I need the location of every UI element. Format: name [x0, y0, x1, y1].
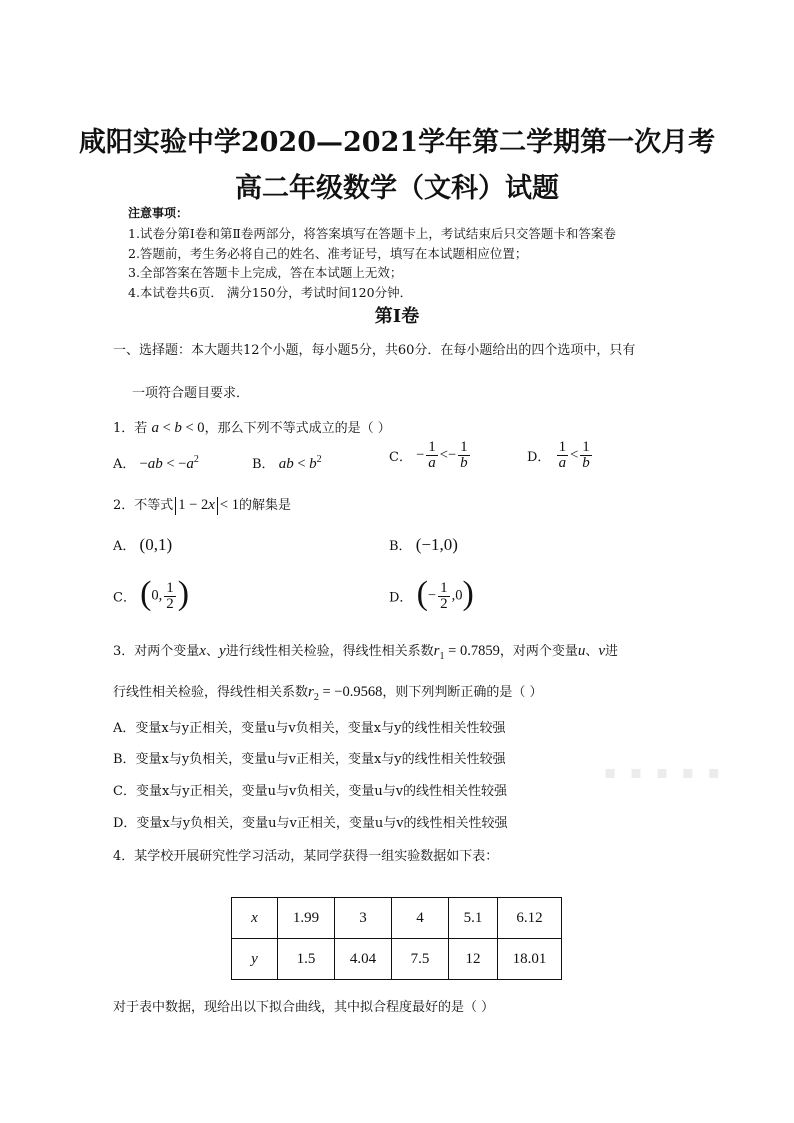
math-expression: $r_1 = 0.7859$ — [433, 643, 500, 662]
math-expression: ab < $b^2$ — [278, 454, 322, 472]
fraction: $\frac{1}{a}$ — [428, 439, 436, 471]
table-cell: 18.01 — [498, 939, 562, 980]
table-row — [232, 939, 562, 980]
q1-option-c: C． − $\frac{1}{a}$ <− $\frac{1}{b}$ — [389, 439, 468, 471]
stem-text: ，对两个变量 — [499, 644, 578, 659]
section-instructions: 一、选择题：本大题共12个小题，每小题5分，共60分．在每小题给出的四个选项中，只有 — [113, 343, 636, 358]
table-cell: 7.5 — [392, 939, 449, 980]
stem-text: ，那么下列不等式成立的是（ ） — [204, 421, 391, 436]
math-expression: 1 − 2x — [178, 497, 215, 513]
table-cell: x — [232, 898, 278, 939]
q3-option-d: D．变量x与y负相关，变量u与v正相关，变量u与v的线性相关性较强 — [113, 816, 508, 831]
notice-heading: 注意事项： — [128, 206, 189, 220]
stem-text: 若 — [134, 421, 148, 436]
notice-item: 2.答题前，考生务必将自己的姓名、准考证号，填写在本试题相应位置； — [128, 245, 528, 261]
fraction: $\frac{1}{b}$ — [582, 439, 590, 471]
table-cell: 4 — [392, 898, 449, 939]
math-expression: (−1,0) — [415, 535, 458, 554]
math-expression: (0,1) — [139, 535, 173, 554]
fraction: $\frac{1}{2}$ — [166, 579, 174, 612]
question-1-stem — [113, 417, 391, 437]
table-cell: 6.12 — [498, 898, 562, 939]
option-label: C． — [389, 450, 412, 465]
q3-option-c: C．变量x与y正相关，变量u与v负相关，变量u与v的线性相关性较强 — [113, 784, 508, 799]
stem-text: 行线性相关检验，得线性相关系数 — [113, 685, 309, 700]
table-cell: y — [232, 939, 278, 980]
notice-item: 3.全部答案在答题卡上完成，答在本试题上无效； — [128, 265, 403, 281]
watermark-mark: ▪ ▪ ▪ ▪ ▪ — [604, 762, 724, 783]
section-instructions-cont: 一项符合题目要求． — [132, 386, 250, 401]
q1-option-b — [252, 453, 322, 473]
fraction: $\frac{1}{a}$ — [558, 439, 567, 471]
question-4-followup: 对于表中数据，现给出以下拟合曲线，其中拟合程度最好的是（ ） — [113, 1000, 495, 1015]
option-label: C． — [113, 590, 136, 606]
notice-item: 4.本试卷共6页． 满分150分，考试时间120分钟． — [128, 285, 413, 301]
stem-text: ，则下列判断正确的是（ ） — [382, 685, 543, 700]
table-cell: 1.5 — [278, 939, 335, 980]
q1-option-d: D． $\frac{1}{a}$ < $\frac{1}{b}$ — [527, 439, 590, 471]
question-2-stem: 2．不等式 1 − 2x < 1的解集是 — [113, 497, 291, 513]
fraction: $\frac{1}{2}$ — [440, 579, 448, 612]
table-cell: 3 — [335, 898, 392, 939]
q3-option-b: B．变量x与y负相关，变量u与v正相关，变量x与y的线性相关性较强 — [113, 752, 506, 767]
q2-option-b — [389, 535, 458, 555]
stem-text: 某学校开展研究性学习活动，某同学获得一组实验数据如下表： — [134, 849, 499, 864]
table-cell: 4.04 — [335, 939, 392, 980]
q2-option-a — [113, 535, 172, 555]
question-3-stem-line2 — [113, 681, 542, 703]
option-label: A． — [113, 457, 136, 472]
table-row — [232, 898, 562, 939]
question-number: 1． — [113, 421, 135, 436]
math-expression: $r_2 = -0.9568$ — [308, 684, 383, 703]
question-number: 3． — [113, 644, 135, 659]
stem-text: 的解集是 — [238, 498, 291, 513]
q1-option-a — [113, 453, 199, 473]
q2-option-c: C． (0, $\frac{1}{2}$ ) — [113, 575, 190, 612]
q2-option-d: D． (− $\frac{1}{2}$ ,0) — [389, 575, 474, 612]
math-expression: a < b < 0 — [151, 420, 205, 436]
part-title: 第Ⅰ卷 — [374, 306, 420, 327]
stem-text: 进行线性相关检验，得线性相关系数 — [225, 644, 434, 659]
table-cell: 5.1 — [449, 898, 498, 939]
q3-option-a: A．变量x与y正相关，变量u与v负相关，变量x与y的线性相关性较强 — [113, 721, 506, 736]
notice-item: 1.试卷分第Ⅰ卷和第Ⅱ卷两部分，将答案填写在答题卡上，考试结束后只交答题卡和答案卷 — [128, 225, 616, 241]
question-number: 2． — [113, 498, 135, 513]
question-4-stem — [113, 845, 498, 864]
exam-subtitle: 高二年级数学（文科）试题 — [235, 173, 559, 204]
question-number: 4． — [113, 849, 135, 864]
option-label: A． — [113, 539, 136, 554]
stem-text: 进 — [605, 644, 619, 659]
table-cell: 12 — [449, 939, 498, 980]
fraction: $\frac{1}{b}$ — [460, 439, 468, 471]
question-3-stem-line1: 3．对两个变量x、y进行线性相关检验，得线性相关系数$r_1 = 0.7859$，对两个变量u、v进 — [113, 643, 619, 662]
stem-text: 不等式 — [134, 498, 174, 513]
math-expression: $-ab < -a^2$ — [139, 454, 199, 472]
table-cell: 1.99 — [278, 898, 335, 939]
option-label: D． — [389, 590, 413, 606]
option-label: B． — [389, 539, 412, 554]
option-label: D． — [527, 450, 551, 465]
exam-title: 咸阳实验中学2020—2021学年第二学期第一次月考 — [78, 127, 716, 158]
notice-block — [128, 204, 688, 303]
option-label: B． — [252, 457, 275, 472]
data-table — [231, 897, 562, 980]
stem-text: 对两个变量 — [134, 644, 200, 659]
